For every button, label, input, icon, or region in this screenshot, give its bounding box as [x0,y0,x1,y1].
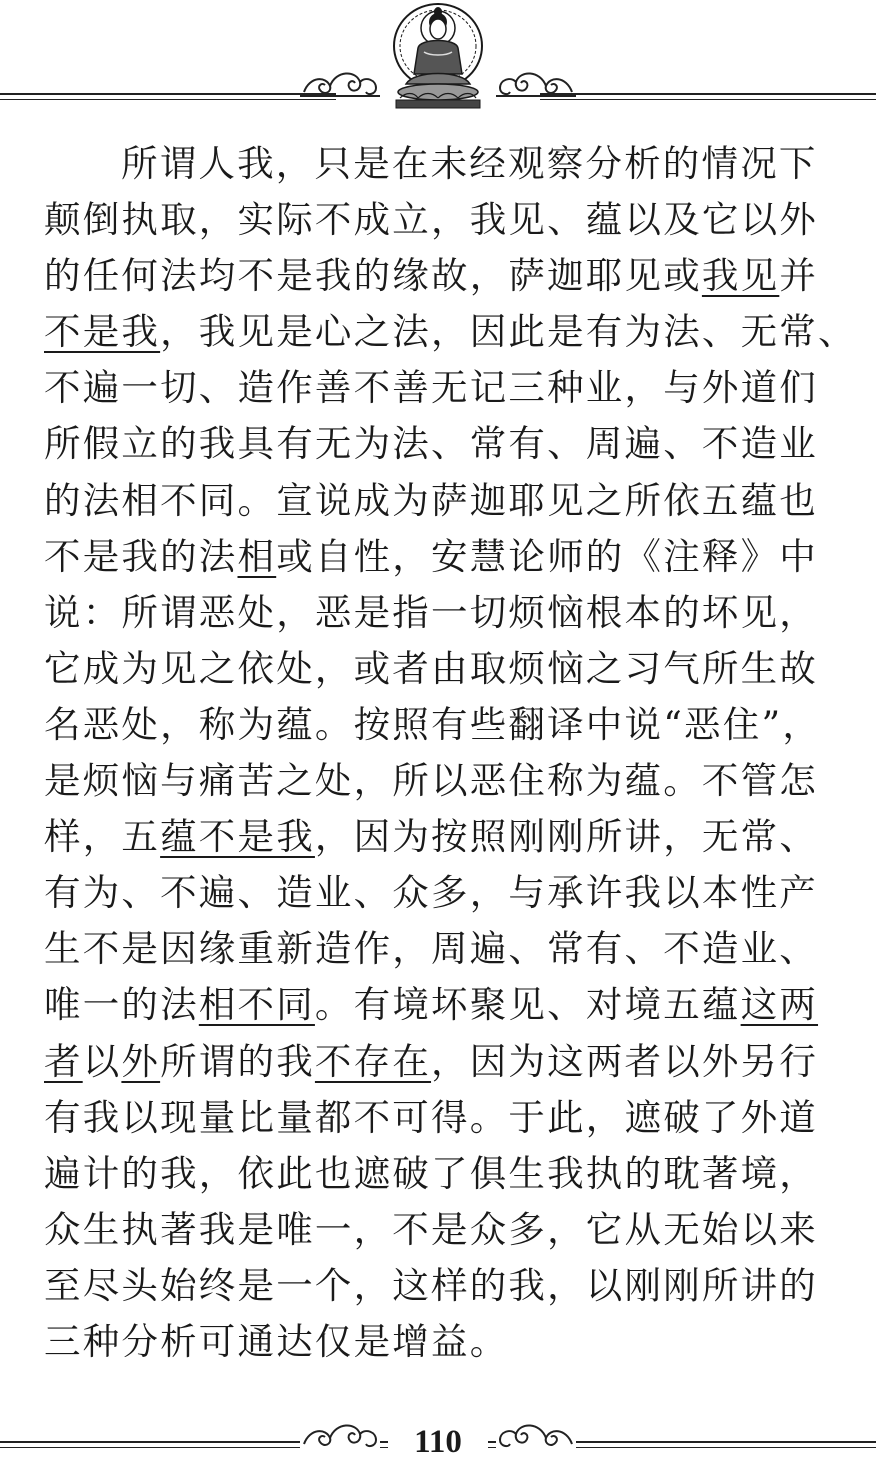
text-line [44,809,844,865]
text-line [44,304,857,360]
text-run: 有我以现量比量都不可得。于此，遮破了外道 [44,1095,818,1139]
text-run: 众生执著我是唯一，不是众多，它从无始以来 [44,1207,818,1251]
text-line [44,641,844,697]
text-run: 是烦恼与痛苦之处，所以恶住称为蕴。不管怎 [44,759,818,803]
text-line [44,1314,844,1370]
underlined-text: 相不同 [198,983,315,1027]
text-run: 并 [779,254,819,298]
text-line [44,473,844,529]
cloud-ornament-icon [496,1418,576,1452]
text-run: 以 [82,1039,122,1083]
header-rule-left [0,93,336,95]
text-run: 有为、不遍、造业、众多，与承许我以本性产 [44,871,818,915]
header-rule-right [540,93,876,95]
page-number: 110 [388,1422,488,1462]
underlined-text: 不存在 [314,1039,432,1083]
text-run: 所假立的我具有无为法、常有、周遍、不造业 [44,422,818,466]
buddha-figure-icon [384,0,492,112]
text-run: 不遍一切、造作善不善无记三种业，与外道们 [44,366,818,410]
text-run: 三种分析可通达仅是增益。 [44,1319,509,1363]
text-line [44,753,844,809]
page-footer [0,1414,876,1468]
header-rule-right-thin [540,99,876,100]
underlined-text: 者 [44,1039,83,1083]
text-line [44,865,844,921]
underlined-text: 这两 [740,983,819,1027]
text-line [44,1034,844,1090]
text-run: 所谓人我，只是在未经观察分析的情况下 [121,142,818,185]
text-line [44,416,844,472]
text-run: 颠倒执取，实际不成立，我见、蕴以及它以外 [44,198,818,242]
text-line [44,697,844,753]
page-header [0,0,876,120]
text-run: 的法相不同。宣说成为萨迦耶见之所依五蕴也 [44,478,818,522]
text-line [44,977,844,1033]
text-run: 生不是因缘重新造作，周遍、常有、不造业、 [44,927,818,971]
text-run: ，因为按照刚刚所讲，无常、 [314,815,819,859]
text-run: 它成为见之依处，或者由取烦恼之习气所生故 [44,646,818,690]
text-run: ，我见是心之法，因此是有为法、无常、 [160,310,857,354]
text-run: ，因为这两者以外另行 [431,1039,819,1083]
text-line [44,921,844,977]
text-line [44,192,844,248]
text-run: 至尽头始终是一个，这样的我，以刚刚所讲的 [44,1263,818,1307]
text-line [44,1090,844,1146]
text-run: 的任何法均不是我的缘故，萨迦耶见或 [44,254,702,298]
underlined-text: 相 [237,534,277,578]
header-rule-left-thin [0,99,336,100]
cloud-ornament-icon [300,66,380,100]
cloud-ornament-icon [496,66,576,100]
text-line [44,360,844,416]
text-line [44,1258,844,1314]
underlined-text: 不是我 [44,310,161,354]
text-run: 唯一的法 [44,983,199,1027]
text-run: 或自性，安慧论师的《注释》中 [276,534,819,578]
text-line [44,248,844,304]
text-line [44,585,844,641]
cloud-ornament-icon [300,1418,380,1452]
body-paragraph [44,136,857,1370]
underlined-text: 蕴不是我 [160,815,315,859]
text-run: 。有境坏聚见、对境五蕴 [314,983,741,1027]
text-run: 不是我的法 [44,534,238,578]
text-run: 说：所谓恶处，恶是指一切烦恼根本的坏见， [44,590,818,634]
underlined-text: 外 [121,1039,161,1083]
text-run: 遍计的我，依此也遮破了俱生我执的耽著境， [44,1151,818,1195]
text-run: 名恶处，称为蕴。按照有些翻译中说“恶住”， [44,702,822,746]
text-line [44,136,844,192]
text-run: 样，五 [44,815,161,859]
text-line [44,529,844,585]
underlined-text: 我见 [701,254,780,298]
text-line [44,1146,844,1202]
text-run: 所谓的我 [160,1039,315,1083]
text-line [44,1202,844,1258]
